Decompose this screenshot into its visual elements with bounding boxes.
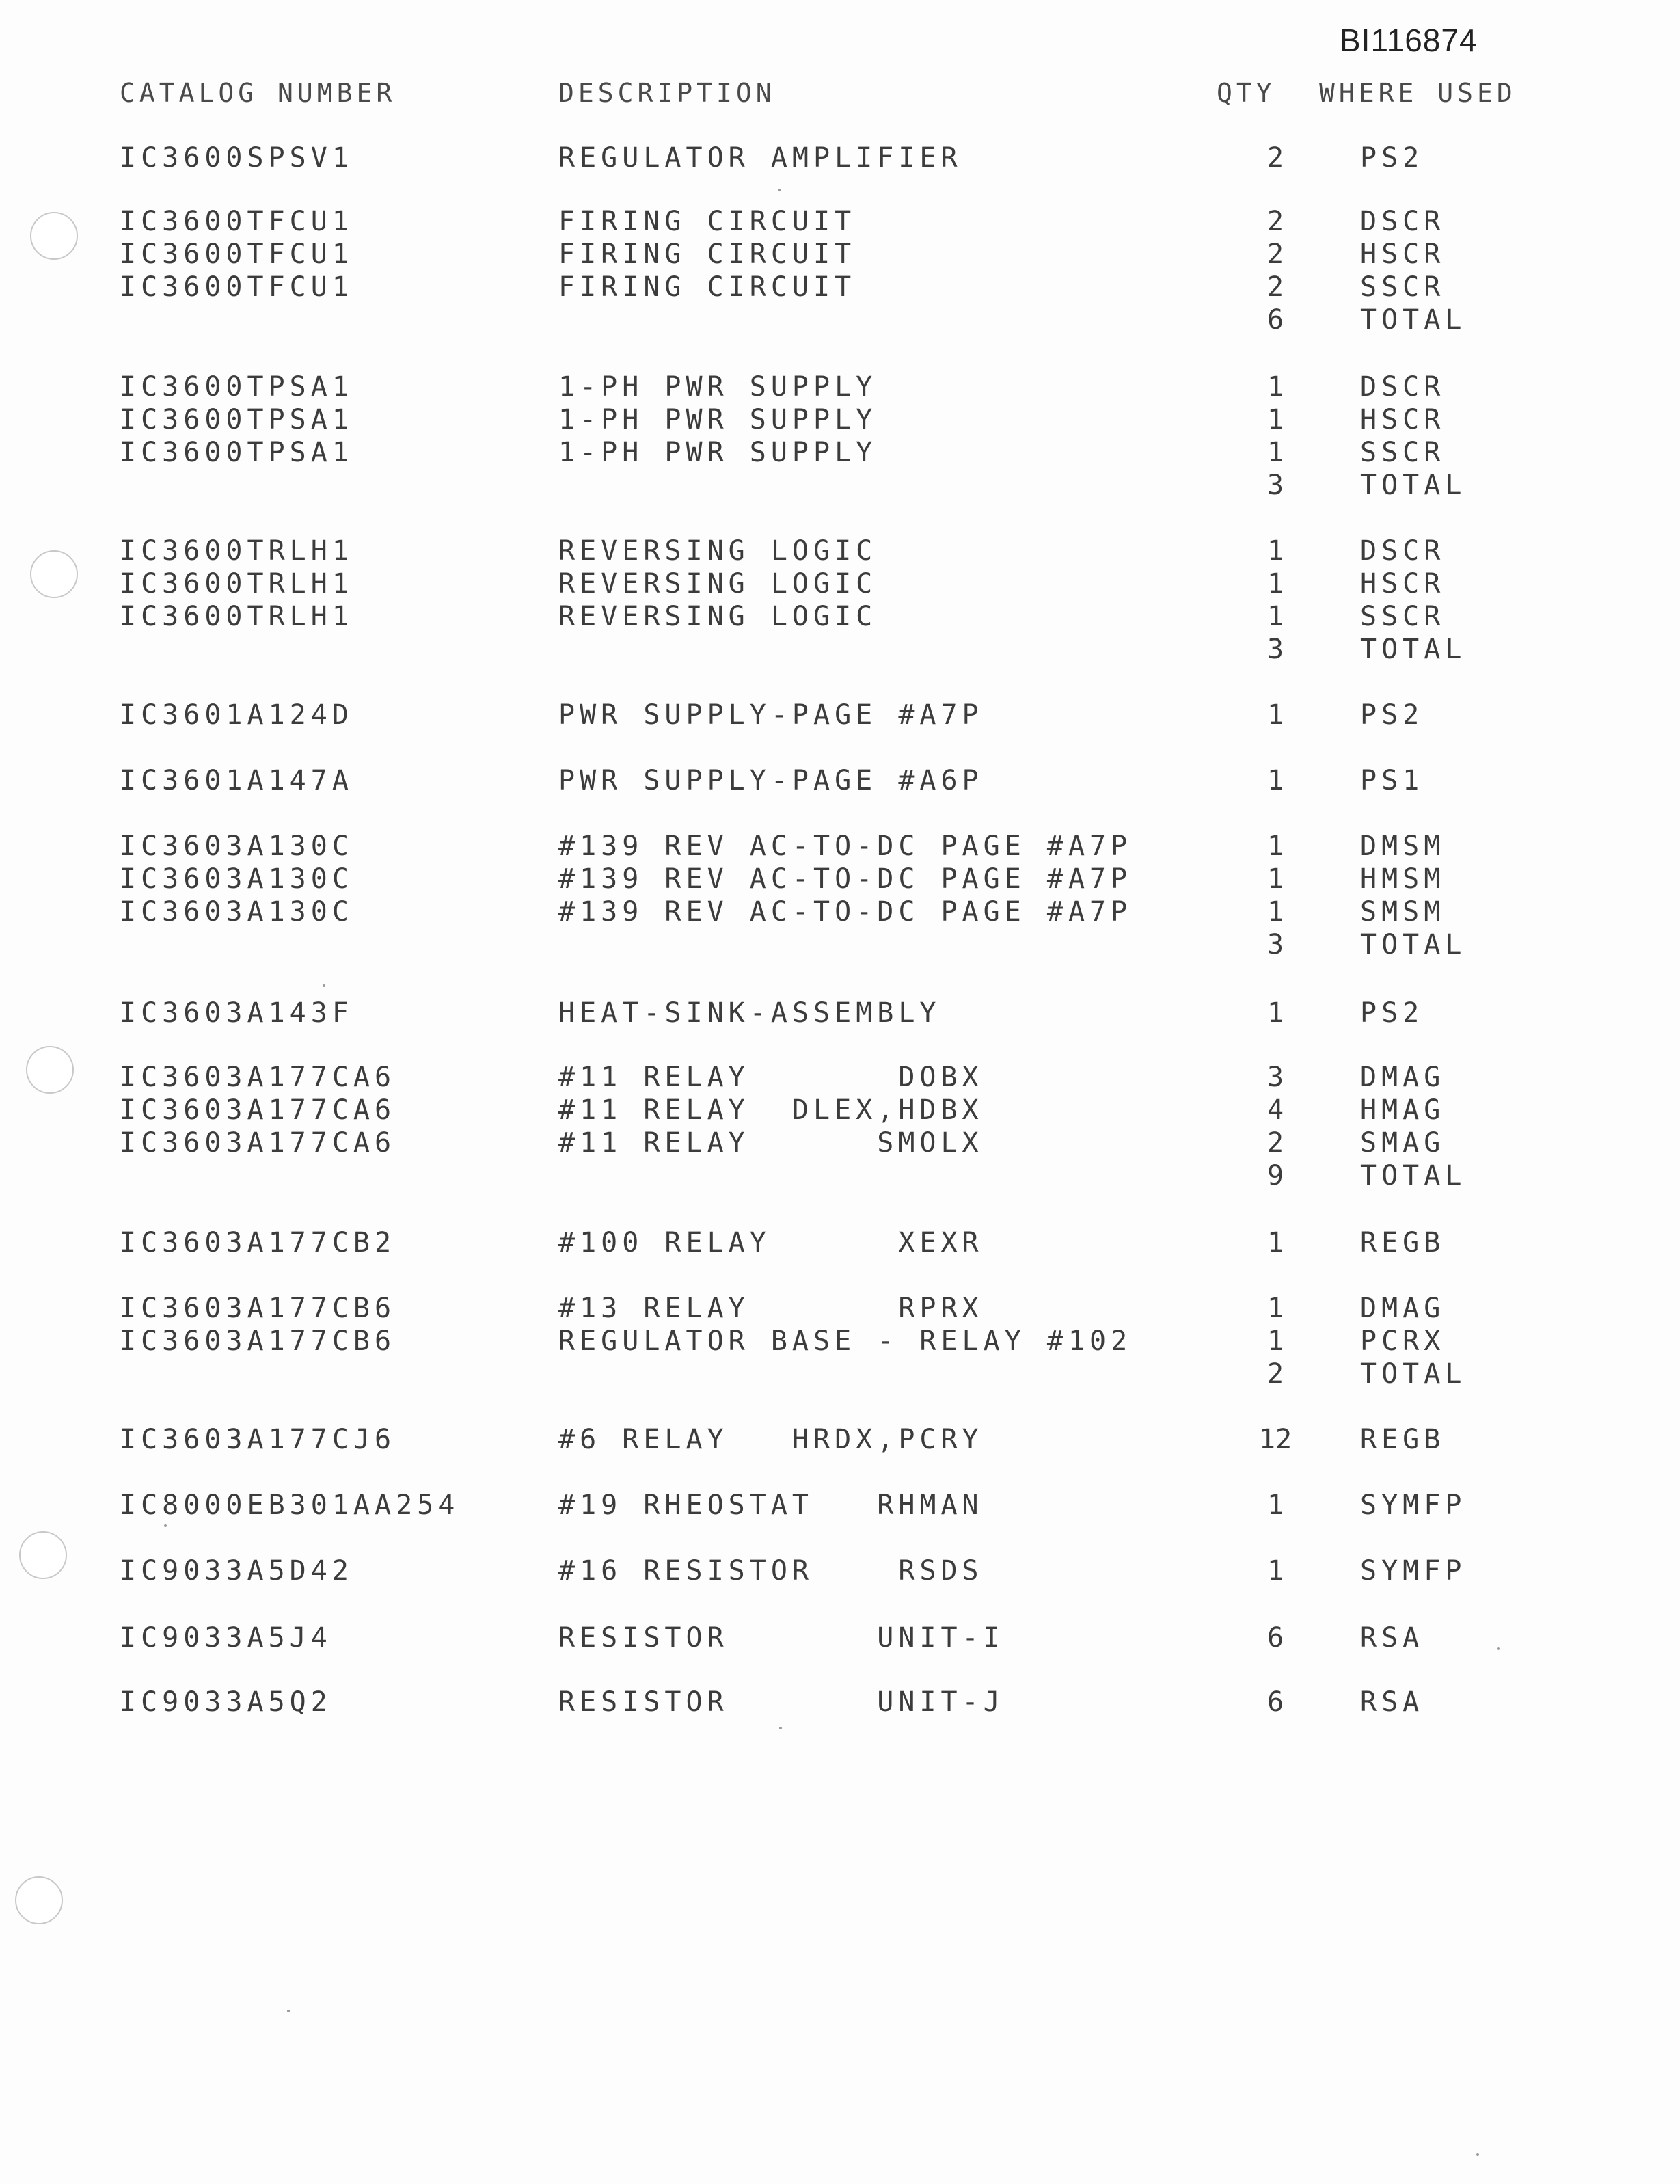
- where-used: REGB: [1360, 1227, 1446, 1258]
- table-row: [0, 830, 1680, 863]
- where-used: SMAG: [1360, 1127, 1446, 1159]
- description: 1-PH PWR SUPPLY: [558, 404, 878, 435]
- description: #11 RELAY DLEX,HDBX: [558, 1094, 984, 1126]
- where-used: PS1: [1360, 765, 1424, 796]
- description: FIRING CIRCUIT: [558, 271, 856, 303]
- quantity: 1: [1266, 1555, 1284, 1587]
- where-used: DSCR: [1360, 206, 1446, 237]
- total-row: [0, 469, 1680, 502]
- quantity: 1: [1266, 568, 1284, 599]
- quantity: 1: [1266, 699, 1284, 731]
- quantity: 1: [1266, 1489, 1284, 1521]
- table-row: [0, 1621, 1680, 1654]
- quantity: 6: [1266, 1622, 1284, 1654]
- table-row: [0, 600, 1680, 633]
- quantity: 1: [1266, 1325, 1284, 1357]
- where-used: SMSM: [1360, 896, 1446, 928]
- scan-speck: [1476, 2153, 1479, 2156]
- table-row: [0, 535, 1680, 567]
- description: #139 REV AC-TO-DC PAGE #A7P: [558, 831, 1133, 862]
- description: REVERSING LOGIC: [558, 535, 878, 567]
- catalog-number: IC3603A177CA6: [120, 1127, 396, 1159]
- where-used: SSCR: [1360, 437, 1446, 468]
- description: REGULATOR BASE - RELAY #102: [558, 1325, 1133, 1357]
- quantity: 3: [1266, 634, 1284, 665]
- table-row: [0, 141, 1680, 174]
- quantity: 6: [1266, 304, 1284, 336]
- quantity: 2: [1266, 1127, 1284, 1159]
- where-used: TOTAL: [1360, 304, 1467, 336]
- description: #19 RHEOSTAT RHMAN: [558, 1489, 984, 1521]
- quantity: 2: [1266, 206, 1284, 237]
- description: REVERSING LOGIC: [558, 601, 878, 632]
- catalog-number: IC3603A130C: [120, 831, 353, 862]
- table-row: [0, 1094, 1680, 1127]
- where-used: SSCR: [1360, 601, 1446, 632]
- quantity: 3: [1266, 470, 1284, 501]
- where-used: TOTAL: [1360, 470, 1467, 501]
- table-row: [0, 1554, 1680, 1587]
- description: REGULATOR AMPLIFIER: [558, 142, 962, 174]
- binder-hole: [30, 550, 78, 598]
- catalog-number: IC3600SPSV1: [120, 142, 353, 174]
- quantity: 2: [1266, 142, 1284, 174]
- where-used: TOTAL: [1360, 1358, 1467, 1390]
- description: #16 RESISTOR RSDS: [558, 1555, 984, 1587]
- where-used: SYMFP: [1360, 1555, 1467, 1587]
- catalog-number: IC9033A5Q2: [120, 1686, 332, 1718]
- catalog-number: IC3603A143F: [120, 997, 353, 1029]
- header-qty: QTY: [1217, 78, 1276, 108]
- where-used: HMAG: [1360, 1094, 1446, 1126]
- table-row: [0, 895, 1680, 928]
- scan-speck: [1497, 1647, 1500, 1650]
- table-row: [0, 271, 1680, 304]
- description: #11 RELAY SMOLX: [558, 1127, 984, 1159]
- quantity: 1: [1266, 1293, 1284, 1324]
- description: RESISTOR UNIT-I: [558, 1622, 1005, 1654]
- where-used: DMSM: [1360, 831, 1446, 862]
- table-row: [0, 1423, 1680, 1456]
- quantity: 2: [1266, 271, 1284, 303]
- quantity: 1: [1266, 1227, 1284, 1258]
- catalog-number: IC3600TFCU1: [120, 271, 353, 303]
- table-row: [0, 1061, 1680, 1094]
- quantity: 1: [1266, 896, 1284, 928]
- binder-hole: [26, 1046, 74, 1094]
- header-description: DESCRIPTION: [558, 78, 776, 108]
- description: FIRING CIRCUIT: [558, 206, 856, 237]
- catalog-number: IC3600TPSA1: [120, 371, 353, 403]
- where-used: DSCR: [1360, 371, 1446, 403]
- table-row: [0, 205, 1680, 238]
- table-row: [0, 238, 1680, 271]
- table-row: [0, 863, 1680, 895]
- where-used: PS2: [1360, 142, 1424, 174]
- description: PWR SUPPLY-PAGE #A7P: [558, 699, 984, 731]
- description: HEAT-SINK-ASSEMBLY: [558, 997, 941, 1029]
- where-used: HSCR: [1360, 404, 1446, 435]
- where-used: SSCR: [1360, 271, 1446, 303]
- table-row: [0, 1127, 1680, 1159]
- quantity: 1: [1266, 863, 1284, 895]
- table-row: [0, 436, 1680, 469]
- description: FIRING CIRCUIT: [558, 239, 856, 270]
- binder-hole: [30, 212, 78, 260]
- where-used: RSA: [1360, 1622, 1424, 1654]
- quantity: 2: [1266, 1358, 1284, 1390]
- catalog-number: IC3600TFCU1: [120, 239, 353, 270]
- total-row: [0, 633, 1680, 666]
- where-used: RSA: [1360, 1686, 1424, 1718]
- description: 1-PH PWR SUPPLY: [558, 371, 878, 403]
- quantity: 1: [1266, 404, 1284, 435]
- total-row: [0, 304, 1680, 336]
- quantity: 6: [1266, 1686, 1284, 1718]
- catalog-number: IC3603A177CA6: [120, 1094, 396, 1126]
- catalog-number: IC3600TPSA1: [120, 404, 353, 435]
- table-row: [0, 1226, 1680, 1259]
- table-row: [0, 1489, 1680, 1522]
- total-row: [0, 1358, 1680, 1390]
- table-row: [0, 1686, 1680, 1718]
- where-used: DSCR: [1360, 535, 1446, 567]
- table-row: [0, 699, 1680, 731]
- quantity: 1: [1266, 535, 1284, 567]
- description: #139 REV AC-TO-DC PAGE #A7P: [558, 863, 1133, 895]
- where-used: PS2: [1360, 997, 1424, 1029]
- catalog-number: IC3600TRLH1: [120, 601, 353, 632]
- where-used: TOTAL: [1360, 1160, 1467, 1191]
- description: #11 RELAY DOBX: [558, 1062, 984, 1093]
- catalog-number: IC3600TFCU1: [120, 206, 353, 237]
- scan-speck: [287, 2010, 290, 2012]
- description: REVERSING LOGIC: [558, 568, 878, 599]
- description: PWR SUPPLY-PAGE #A6P: [558, 765, 984, 796]
- quantity: 1: [1266, 997, 1284, 1029]
- description: 1-PH PWR SUPPLY: [558, 437, 878, 468]
- where-used: HSCR: [1360, 568, 1446, 599]
- header-catalog-number: CATALOG NUMBER: [120, 78, 396, 108]
- description: #100 RELAY XEXR: [558, 1227, 984, 1258]
- catalog-number: IC3603A177CB2: [120, 1227, 396, 1258]
- catalog-number: IC9033A5D42: [120, 1555, 353, 1587]
- catalog-number: IC3603A130C: [120, 896, 353, 928]
- quantity: 4: [1266, 1094, 1284, 1126]
- where-used: HMSM: [1360, 863, 1446, 895]
- total-row: [0, 1159, 1680, 1192]
- quantity: 2: [1266, 239, 1284, 270]
- quantity: 1: [1266, 437, 1284, 468]
- quantity: 9: [1266, 1160, 1284, 1191]
- where-used: REGB: [1360, 1424, 1446, 1455]
- catalog-number: IC3603A130C: [120, 863, 353, 895]
- table-row: [0, 1325, 1680, 1358]
- quantity: 1: [1266, 765, 1284, 796]
- catalog-number: IC3601A124D: [120, 699, 353, 731]
- where-used: DMAG: [1360, 1062, 1446, 1093]
- description: RESISTOR UNIT-J: [558, 1686, 1005, 1718]
- header-where-used: WHERE USED: [1319, 78, 1517, 108]
- catalog-number: IC3600TPSA1: [120, 437, 353, 468]
- where-used: TOTAL: [1360, 634, 1467, 665]
- where-used: SYMFP: [1360, 1489, 1467, 1521]
- table-row: [0, 403, 1680, 436]
- quantity: 3: [1266, 1062, 1284, 1093]
- table-row: [0, 764, 1680, 797]
- scan-speck: [323, 984, 325, 987]
- catalog-number: IC3603A177CB6: [120, 1325, 396, 1357]
- scan-speck: [778, 189, 781, 191]
- quantity: 12: [1258, 1424, 1292, 1455]
- scan-speck: [779, 1727, 782, 1729]
- description: #6 RELAY HRDX,PCRY: [558, 1424, 984, 1455]
- description: #139 REV AC-TO-DC PAGE #A7P: [558, 896, 1133, 928]
- where-used: TOTAL: [1360, 929, 1467, 960]
- catalog-number: IC3603A177CA6: [120, 1062, 396, 1093]
- total-row: [0, 928, 1680, 961]
- quantity: 1: [1266, 371, 1284, 403]
- where-used: PCRX: [1360, 1325, 1446, 1357]
- where-used: DMAG: [1360, 1293, 1446, 1324]
- quantity: 1: [1266, 601, 1284, 632]
- catalog-number: IC3603A177CB6: [120, 1293, 396, 1324]
- description: #13 RELAY RPRX: [558, 1293, 984, 1324]
- catalog-number: IC3603A177CJ6: [120, 1424, 396, 1455]
- document-id: BI116874: [1340, 23, 1478, 58]
- binder-hole: [19, 1531, 67, 1579]
- table-row: [0, 567, 1680, 600]
- catalog-number: IC3600TRLH1: [120, 568, 353, 599]
- table-header: [0, 77, 1680, 118]
- table-row: [0, 370, 1680, 403]
- catalog-number: IC9033A5J4: [120, 1622, 332, 1654]
- catalog-number: IC8000EB301AA254: [120, 1489, 460, 1521]
- where-used: PS2: [1360, 699, 1424, 731]
- quantity: 1: [1266, 831, 1284, 862]
- scan-speck: [164, 1524, 167, 1527]
- catalog-number: IC3601A147A: [120, 765, 353, 796]
- catalog-number: IC3600TRLH1: [120, 535, 353, 567]
- table-row: [0, 997, 1680, 1029]
- table-row: [0, 1292, 1680, 1325]
- where-used: HSCR: [1360, 239, 1446, 270]
- quantity: 3: [1266, 929, 1284, 960]
- binder-hole: [15, 1876, 63, 1924]
